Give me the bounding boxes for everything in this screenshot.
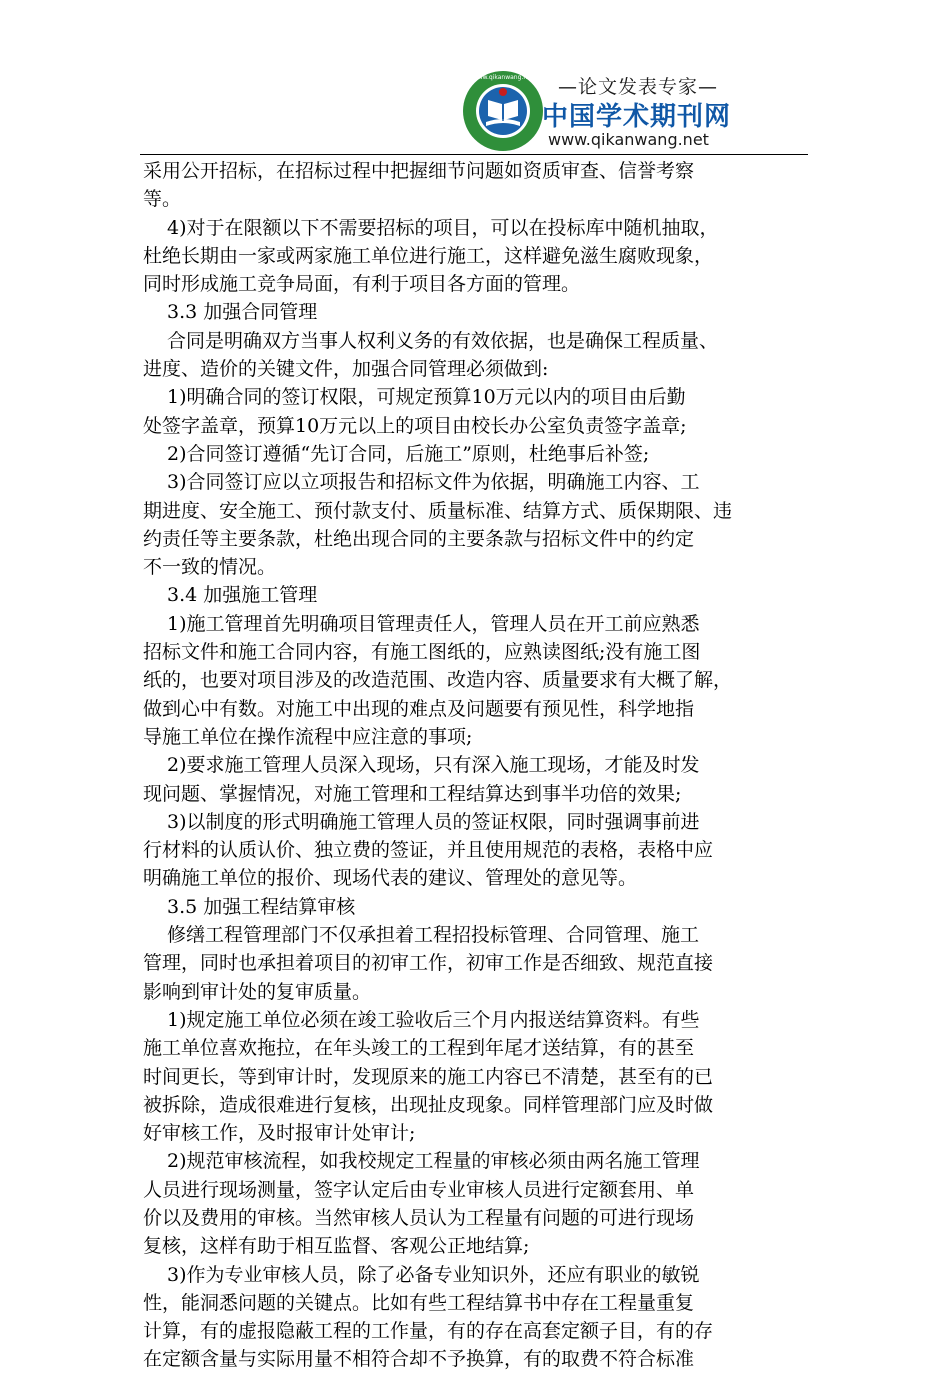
text-line: 处签字盖章，预算10万元以上的项目由校长办公室负责签字盖章;: [143, 414, 687, 437]
text-line: 3)作为专业审核人员，除了必备专业知识外，还应有职业的敏锐: [167, 1263, 700, 1286]
text-line: 明确施工单位的报价、现场代表的建议、管理处的意见等。: [143, 867, 638, 890]
text-line: 同时形成施工竞争局面，有利于项目各方面的管理。: [143, 273, 581, 296]
text-line: 现问题、掌握情况，对施工管理和工程结算达到事半功倍的效果;: [143, 782, 682, 805]
text-line: 约责任等主要条款，杜绝出现合同的主要条款与招标文件中的约定: [143, 527, 695, 550]
text-line: 好审核工作，及时报审计处审计;: [143, 1122, 416, 1145]
text-line: 做到心中有数。对施工中出现的难点及问题要有预见性，科学地指: [143, 697, 695, 720]
text-line: 价以及费用的审核。当然审核人员认为工程量有问题的可进行现场: [143, 1206, 695, 1229]
article-body: [143, 157, 813, 1374]
logo-tagline: —论文发表专家—: [558, 76, 719, 98]
text-line: 性，能洞悉问题的关键点。比如有些工程结算书中存在工程量重复: [143, 1291, 695, 1314]
text-line: 1)施工管理首先明确项目管理责任人，管理人员在开工前应熟悉: [167, 612, 700, 635]
text-line: 施工单位喜欢拖拉，在年头竣工的工程到年尾才送结算，有的甚至: [143, 1037, 695, 1060]
section-heading: 3.5 加强工程结算审核: [167, 895, 356, 918]
section-heading: 3.4 加强施工管理: [167, 584, 318, 607]
text-line: 在定额含量与实际用量不相符合却不予换算，有的取费不符合标准: [143, 1348, 695, 1371]
text-line: 计算，有的虚报隐蔽工程的工作量，有的存在高套定额子目，有的存: [143, 1320, 714, 1343]
text-line: 人员进行现场测量，签字认定后由专业审核人员进行定额套用、单: [143, 1178, 695, 1201]
section-heading: 3.3 加强合同管理: [167, 301, 318, 324]
text-line: 1)明确合同的签订权限，可规定预算10万元以内的项目由后勤: [167, 386, 686, 409]
text-line: 2)合同签订遵循“先订合同，后施工”原则，杜绝事后补签;: [167, 442, 650, 465]
text-line: 影响到审计处的复审质量。: [143, 980, 372, 1003]
text-line: 招标文件和施工合同内容，有施工图纸的，应熟读图纸;没有施工图: [143, 641, 701, 664]
text-line: 2)规范审核流程，如我校规定工程量的审核必须由两名施工管理: [167, 1150, 700, 1173]
text-line: 2)要求施工管理人员深入现场，只有深入施工现场，才能及时发: [167, 754, 700, 777]
text-line: 等。: [143, 188, 182, 211]
text-line: 合同是明确双方当事人权利义务的有效依据，也是确保工程质量、: [167, 329, 719, 352]
text-line: 不一致的情况。: [143, 556, 277, 579]
logo-emblem: [462, 70, 544, 152]
text-line: 时间更长，等到审计时，发现原来的施工内容已不清楚，甚至有的已: [143, 1065, 714, 1088]
text-line: 管理，同时也承担着项目的初审工作，初审工作是否细致、规范直接: [143, 952, 714, 975]
emblem-ring-text: www.qikanwang.net: [472, 74, 534, 81]
text-line: 行材料的认质认价、独立费的签证，并且使用规范的表格，表格中应: [143, 839, 714, 862]
text-line: 进度、造价的关键文件，加强合同管理必须做到:: [143, 358, 549, 381]
text-line: 复核，这样有助于相互监督、客观公正地结算;: [143, 1235, 530, 1258]
text-line: 期进度、安全施工、预付款支付、质量标准、结算方式、质保期限、违: [143, 499, 733, 522]
text-line: 纸的，也要对项目涉及的改造范围、改造内容、质量要求有大概了解，: [143, 669, 733, 692]
text-line: 导施工单位在操作流程中应注意的事项;: [143, 725, 473, 748]
text-line: 杜绝长期由一家或两家施工单位进行施工，这样避免滋生腐败现象，: [143, 244, 714, 267]
text-line: 被拆除，造成很难进行复核，出现扯皮现象。同样管理部门应及时做: [143, 1093, 714, 1116]
text-line: 1)规定施工单位必须在竣工验收后三个月内报送结算资料。有些: [167, 1008, 700, 1031]
page-header: [0, 0, 950, 160]
logo-name: 中国学术期刊网: [542, 102, 732, 132]
text-line: 4)对于在限额以下不需要招标的项目，可以在投标库中随机抽取，: [167, 216, 719, 239]
text-line: 3)合同签订应以立项报告和招标文件为依据，明确施工内容、工: [167, 471, 700, 494]
header-rule: [140, 154, 808, 155]
text-line: 3)以制度的形式明确施工管理人员的签证权限，同时强调事前进: [167, 810, 700, 833]
text-line: 采用公开招标，在招标过程中把握细节问题如资质审查、信誉考察: [143, 160, 695, 182]
logo-url: www.qikanwang.net: [548, 130, 709, 149]
text-line: 修缮工程管理部门不仅承担着工程招投标管理、合同管理、施工: [167, 924, 700, 947]
